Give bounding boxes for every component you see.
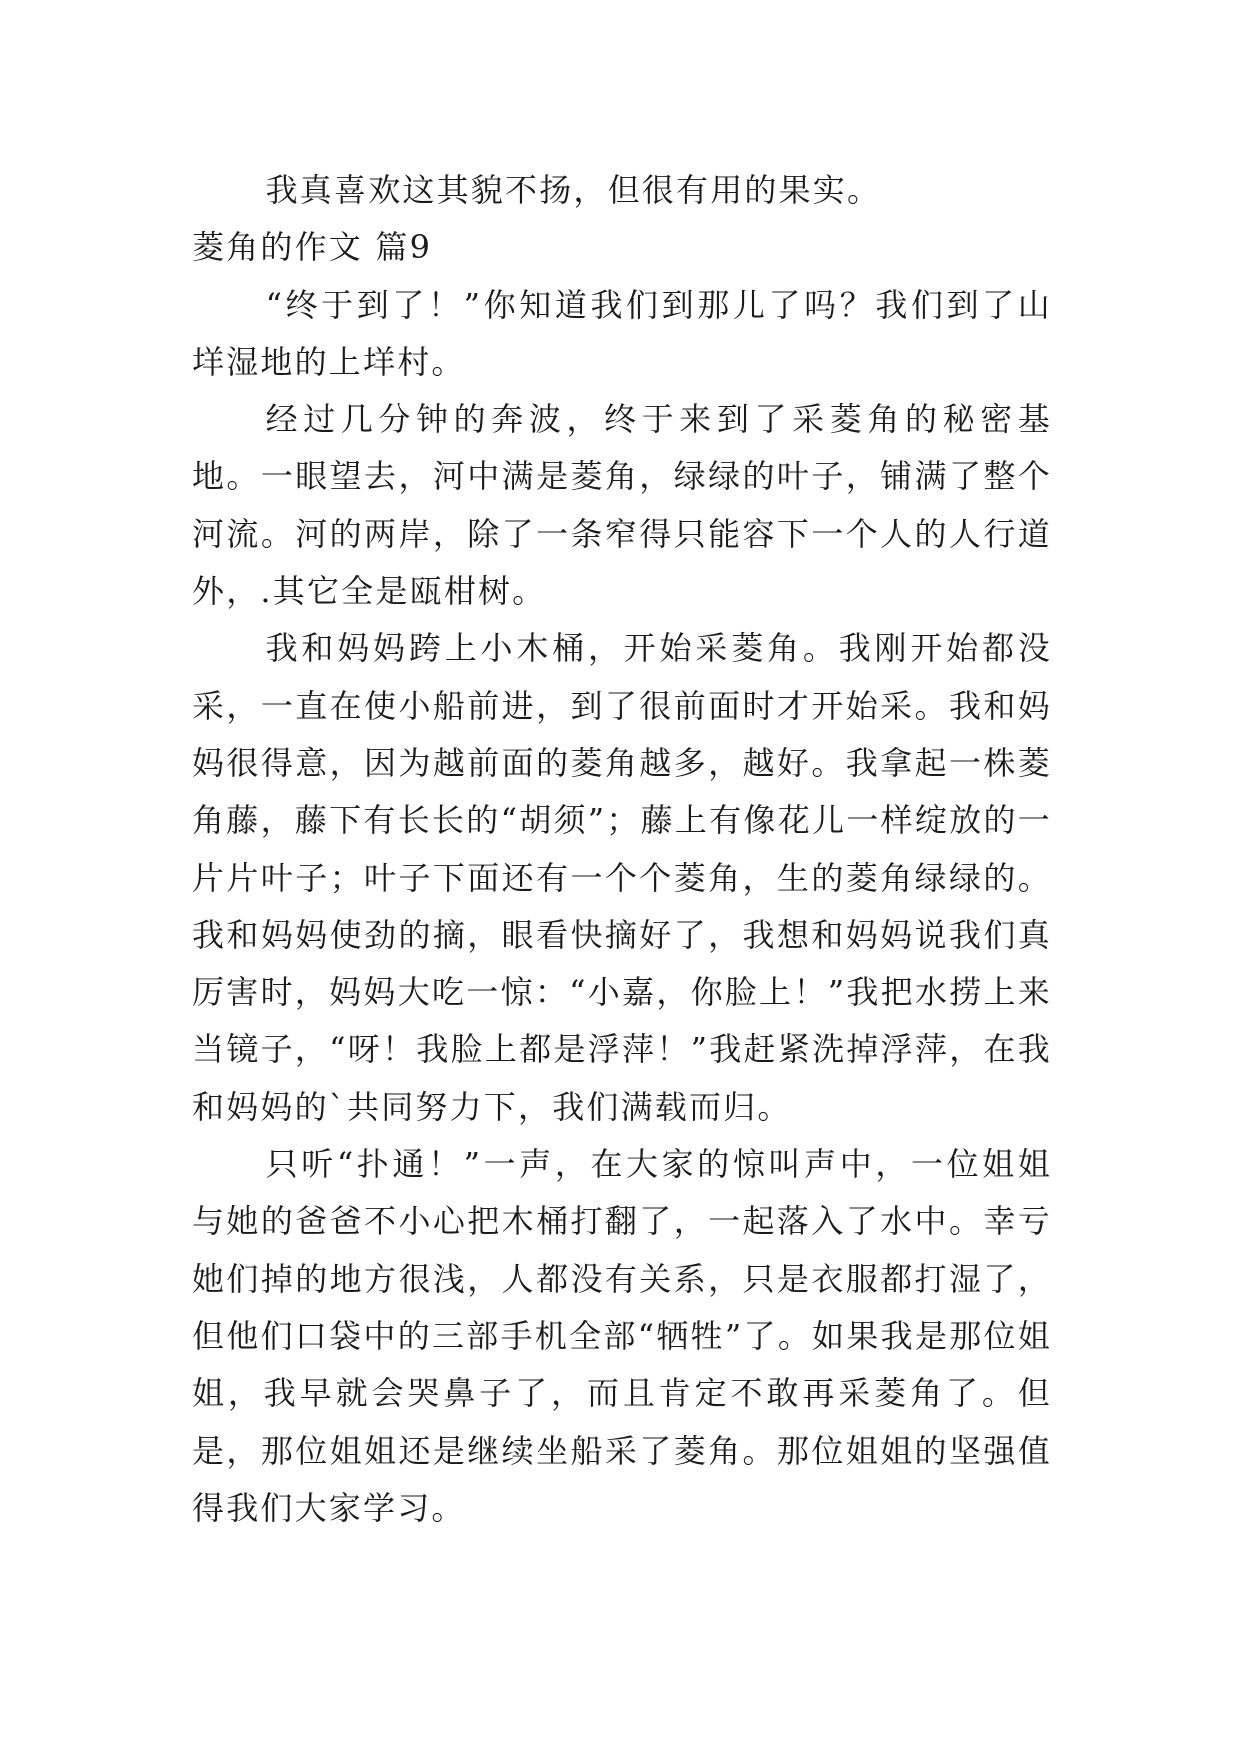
document-body xyxy=(192,162,1052,1537)
section-heading: 菱角的作文 篇9 xyxy=(192,228,433,267)
paragraph: 只听“扑通！”一声，在大家的惊叫声中，一位姐姐与她的爸爸不小心把木桶打翻了，一起落入了水中。幸亏她们掉的地方很浅，人都没有关系，只是衣服都打湿了，但他们口袋中的三部手机全部“牺牲”了。如果我是那位姐姐，我早就会哭鼻子了，而且肯定不敢再采菱角了。但是，那位姐姐还是继续坐船采了菱角。那位姐姐的坚强值得我们大家学习。 xyxy=(192,1145,1052,1527)
paragraph-intro: 我真喜欢这其貌不扬，但很有用的果实。 xyxy=(265,171,882,209)
paragraph: 经过几分钟的奔波，终于来到了采菱角的秘密基地。一眼望去，河中满是菱角，绿绿的叶子，铺满了整个河流。河的两岸，除了一条窄得只能容下一个人的人行道外，.其它全是瓯柑树。 xyxy=(192,400,1052,611)
paragraph: 我和妈妈跨上小木桶，开始采菱角。我刚开始都没采，一直在使小船前进，到了很前面时才开始采。我和妈妈很得意，因为越前面的菱角越多，越好。我拿起一株菱角藤，藤下有长长的“胡须”；藤上有像花儿一样绽放的一片片叶子；叶子下面还有一个个菱角，生的菱角绿绿的。我和妈妈使劲的摘，眼看快摘好了，我想和妈妈说我们真厉害时，妈妈大吃一惊：“小嘉，你脸上！”我把水捞上来当镜子，“呀！我脸上都是浮萍！”我赶紧洗掉浮萍，在我和妈妈的`共同努力下，我们满载而归。 xyxy=(192,629,1052,1126)
paragraph: “终于到了！”你知道我们到那儿了吗？我们到了山垟湿地的上垟村。 xyxy=(192,285,1052,381)
